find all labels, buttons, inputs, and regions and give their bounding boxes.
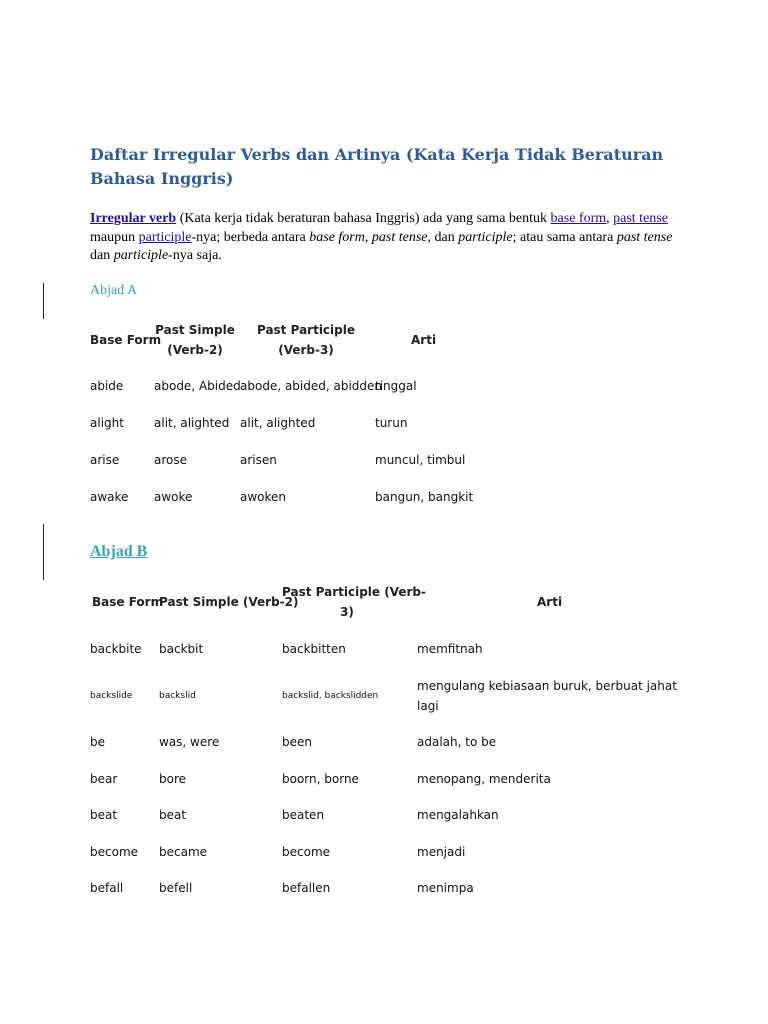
intro-text: (Kata kerja tidak beraturan bahasa Inggris) ada yang sama bentuk [176, 211, 551, 226]
cell-pp: awoken [240, 490, 287, 504]
cell-arti: memfitnah [417, 642, 483, 656]
cell-arti: muncul, timbul [375, 453, 466, 467]
intro-italic: base form [309, 229, 365, 245]
cell-arti: menimpa [417, 881, 474, 895]
section-heading-abjad-b: Abjad B [90, 543, 148, 560]
header-line: (Verb-3) [278, 343, 334, 357]
cell-pp: backslid, backslidden [282, 691, 379, 701]
header-line: Past Simple [155, 323, 235, 337]
cell-base: awake [90, 490, 129, 504]
intro-text: ; atau sama antara [512, 229, 617, 245]
cell-arti: menjadi [417, 845, 466, 859]
page-title: Daftar Irregular Verbs dan Artinya (Kata Kerja Tidak Beraturan Bahasa Inggris) [90, 145, 664, 188]
cell-past: was, were [159, 735, 220, 749]
header-arti: Arti [411, 333, 437, 347]
cell-base: befall [90, 881, 124, 895]
cell-past: bore [159, 772, 187, 786]
cell-pp: beaten [282, 808, 325, 822]
section-heading-abjad-a: Abjad A [90, 283, 138, 298]
cell-pp: become [282, 845, 331, 859]
cell-past: befell [159, 881, 193, 895]
cell-pp: alit, alighted [240, 416, 316, 430]
intro-text: -nya; berbeda antara [191, 229, 310, 245]
header-arti: Arti [537, 595, 563, 609]
cell-base: beat [90, 808, 118, 822]
header-line: (Verb-2) [167, 343, 223, 357]
cell-past: awoke [154, 490, 193, 504]
cell-past: beat [159, 808, 187, 822]
intro-paragraph [90, 210, 690, 266]
cell-past: arose [154, 453, 187, 467]
cell-base: be [90, 735, 105, 749]
cell-line: mengulang kebiasaan buruk, berbuat jahat [417, 679, 677, 693]
intro-text: -nya saja. [168, 248, 222, 263]
header-past-participle [282, 582, 426, 622]
intro-text: , [364, 229, 372, 245]
cell-pp: been [282, 735, 312, 749]
participle-link[interactable]: participle [138, 229, 192, 245]
cell-base: arise [90, 453, 120, 467]
intro-text: , dan [427, 229, 459, 245]
intro-italic: participle [113, 248, 169, 263]
intro-text: maupun [90, 229, 139, 245]
cell-arti: turun [375, 416, 408, 430]
cell-base: abide [90, 379, 124, 393]
intro-text: , [606, 211, 614, 226]
header-line: Past Participle [256, 323, 356, 337]
header-line: 3) [340, 605, 354, 619]
header-base-form: Base Form [92, 595, 164, 609]
cell-base: backslide [90, 691, 133, 701]
header-line: Past Participle (Verb- [282, 585, 426, 599]
cell-arti: mengalahkan [417, 808, 499, 822]
cell-pp: backbitten [282, 642, 346, 656]
cell-base: backbite [90, 642, 142, 656]
cell-arti: adalah, to be [417, 735, 497, 749]
cell-arti: menopang, menderita [417, 772, 551, 786]
intro-italic: past tense [616, 229, 673, 245]
intro-italic: participle [458, 229, 513, 245]
cell-pp: befallen [282, 881, 331, 895]
intro-text: dan [90, 248, 114, 263]
cell-past: alit, alighted [154, 416, 230, 430]
intro-italic: past tense [371, 229, 428, 245]
cell-pp: arisen [240, 453, 277, 467]
cell-past: backbit [159, 642, 204, 656]
cell-arti: tinggal [375, 379, 417, 393]
cell-past: abode, Abided [154, 379, 241, 393]
header-base-form: Base Form [90, 333, 162, 347]
cell-pp: abode, abided, abidden [240, 379, 383, 393]
cell-base: alight [90, 416, 124, 430]
cell-past: became [159, 845, 208, 859]
cell-past: backslid [159, 691, 196, 701]
header-past-participle [256, 320, 356, 360]
header-past-simple: Past Simple (Verb-2) [159, 595, 299, 609]
header-past-simple [150, 320, 240, 360]
cell-line: lagi [417, 699, 439, 713]
base-form-link[interactable]: base form [550, 211, 607, 226]
cell-arti: bangun, bangkit [375, 490, 474, 504]
text-cursor [43, 283, 44, 319]
past-tense-link[interactable]: past tense [613, 211, 668, 226]
cell-arti [417, 676, 677, 716]
text-cursor [43, 524, 44, 580]
irregular-verb-link[interactable]: Irregular verb [90, 211, 177, 226]
cell-pp: boorn, borne [282, 772, 359, 786]
cell-base: become [90, 845, 139, 859]
cell-base: bear [90, 772, 118, 786]
